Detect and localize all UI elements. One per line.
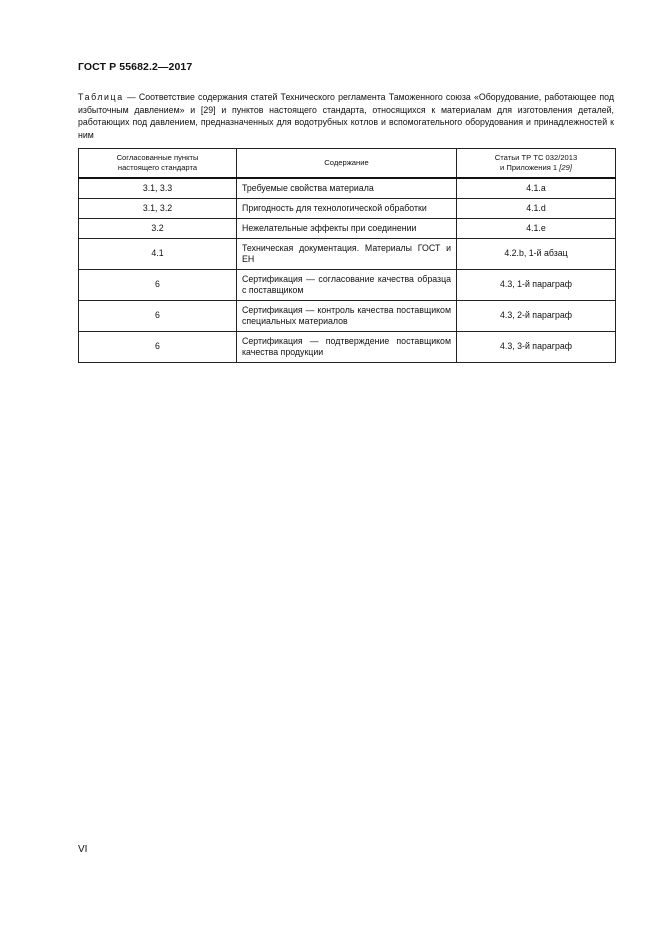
row-articles: 4.1.a	[457, 178, 616, 198]
table-caption	[78, 91, 614, 142]
table-row	[79, 198, 616, 218]
header-articles-line1: Статьи ТР ТС 032/2013	[494, 152, 578, 162]
header-clauses	[79, 149, 237, 179]
table-header-row	[79, 149, 616, 179]
row-content: Пригодность для технологической обработки	[237, 198, 457, 218]
header-clauses-line1: Согласованные пункты	[116, 152, 199, 162]
header-articles	[457, 149, 616, 179]
row-articles: 4.1.d	[457, 198, 616, 218]
row-clauses: 3.2	[79, 218, 237, 238]
document-id: ГОСТ Р 55682.2—2017	[78, 61, 193, 73]
row-clauses: 6	[79, 300, 237, 331]
row-content: Техническая документация. Материалы ГОСТ и ЕН	[237, 238, 457, 269]
row-content: Требуемые свойства материала	[237, 178, 457, 198]
row-articles: 4.2.b, 1-й абзац	[457, 238, 616, 269]
header-articles-line2: и Приложения 1	[500, 163, 560, 172]
header-content: Содержание	[237, 149, 457, 179]
row-articles: 4.3, 1-й параграф	[457, 269, 616, 300]
row-content: Нежелательные эффекты при соединении	[237, 218, 457, 238]
row-clauses: 4.1	[79, 238, 237, 269]
row-content: Сертификация — подтверждение поставщиком качества продукции	[237, 331, 457, 362]
table-row	[79, 300, 616, 331]
correspondence-table	[78, 148, 616, 363]
caption-label: Таблица	[78, 92, 124, 102]
caption-text: — Соответствие содержания статей Технического регламента Таможенного союза «Оборудование, работающее под избыточным давлением» и [29] и пунктов настоящего стандарта, относящихся к материалам для изготовления деталей, работающих под давлением, предназначенных для водотрубных котлов и вспомогательного оборудования и принадлежностей к ним	[78, 92, 614, 141]
table-row	[79, 218, 616, 238]
table-row	[79, 178, 616, 198]
table-row	[79, 269, 616, 300]
header-articles-ref: [29]	[559, 163, 572, 172]
row-articles: 4.1.e	[457, 218, 616, 238]
row-content: Сертификация — согласование качества образца с поставщиком	[237, 269, 457, 300]
row-clauses: 6	[79, 269, 237, 300]
row-clauses: 3.1, 3.2	[79, 198, 237, 218]
row-clauses: 3.1, 3.3	[79, 178, 237, 198]
table-row	[79, 238, 616, 269]
page-number: VI	[78, 844, 88, 855]
row-articles: 4.3, 2-й параграф	[457, 300, 616, 331]
row-content: Сертификация — контроль качества поставщиком специальных материалов	[237, 300, 457, 331]
row-clauses: 6	[79, 331, 237, 362]
row-articles: 4.3, 3-й параграф	[457, 331, 616, 362]
header-clauses-line2: настоящего стандарта	[117, 163, 198, 172]
table-row	[79, 331, 616, 362]
